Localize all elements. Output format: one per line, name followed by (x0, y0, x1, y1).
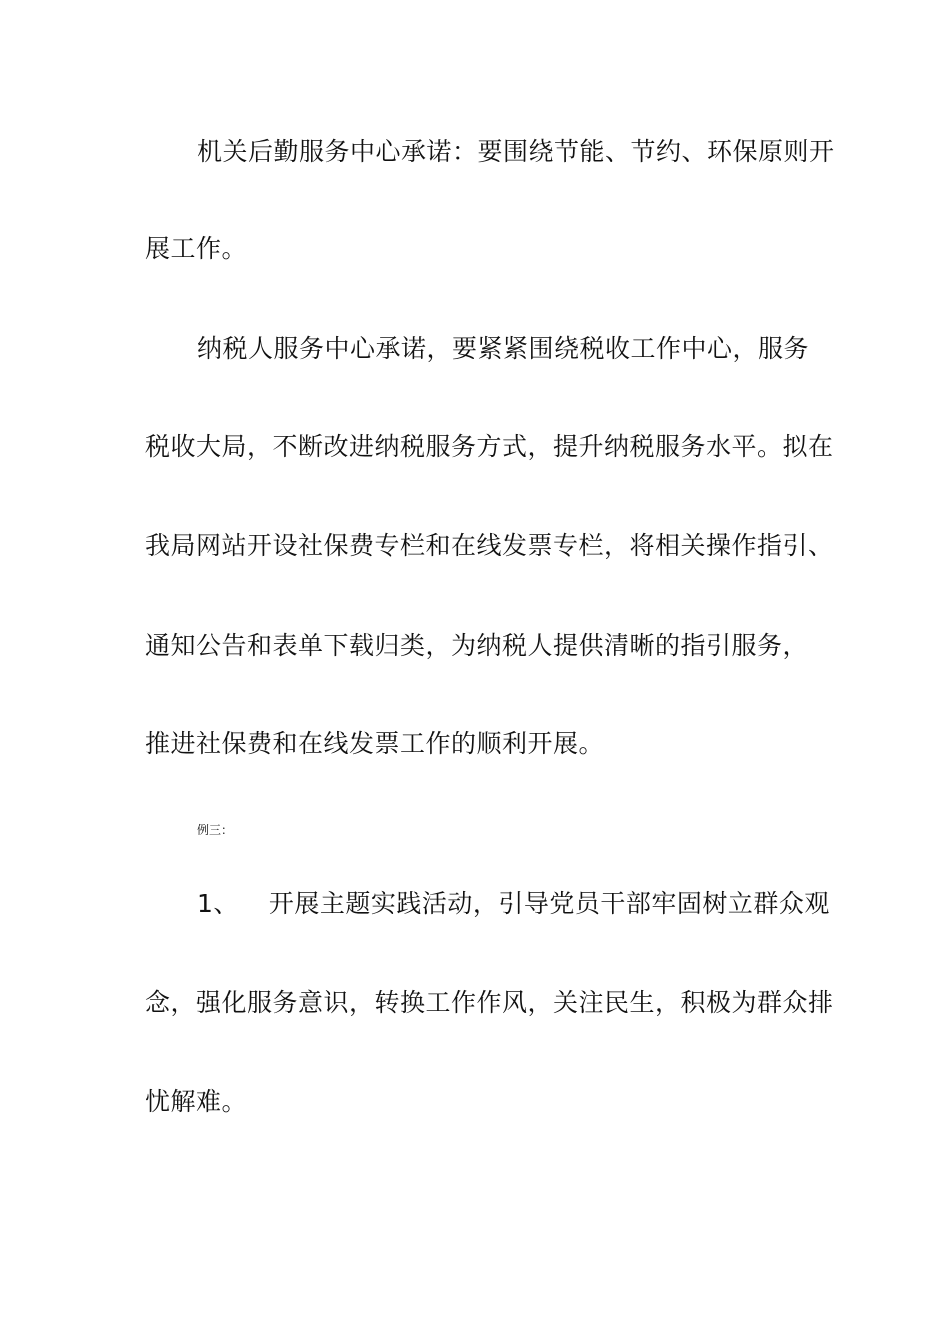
item-1-text: 开展主题实践活动，引导党员干部牢固树立群众观 (268, 889, 830, 918)
paragraph-1-line-1: 机关后勤服务中心承诺：要围绕节能、节约、环保原则开 (197, 137, 835, 166)
paragraph-2-line-1: 纳税人服务中心承诺，要紧紧围绕税收工作中心，服务 (197, 334, 810, 363)
item-1-number: 1、 (197, 889, 239, 918)
example-heading: 例三： (197, 823, 234, 837)
paragraph-2-line-4: 通知公告和表单下载归类，为纳税人提供清晰的指引服务， (145, 631, 809, 660)
item-1-line-3: 忧解难。 (145, 1087, 248, 1116)
paragraph-2-line-5: 推进社保费和在线发票工作的顺利开展。 (145, 729, 605, 758)
item-1-line-2: 念，强化服务意识，转换工作作风，关注民生，积极为群众排 (145, 988, 834, 1017)
paragraph-1-line-2: 展工作。 (145, 234, 248, 263)
paragraph-2-line-2: 税收大局，不断改进纳税服务方式，提升纳税服务水平。拟在 (145, 432, 834, 461)
paragraph-2-line-3: 我局网站开设社保费专栏和在线发票专栏，将相关操作指引、 (145, 531, 834, 560)
item-1-line-1 (197, 888, 830, 920)
